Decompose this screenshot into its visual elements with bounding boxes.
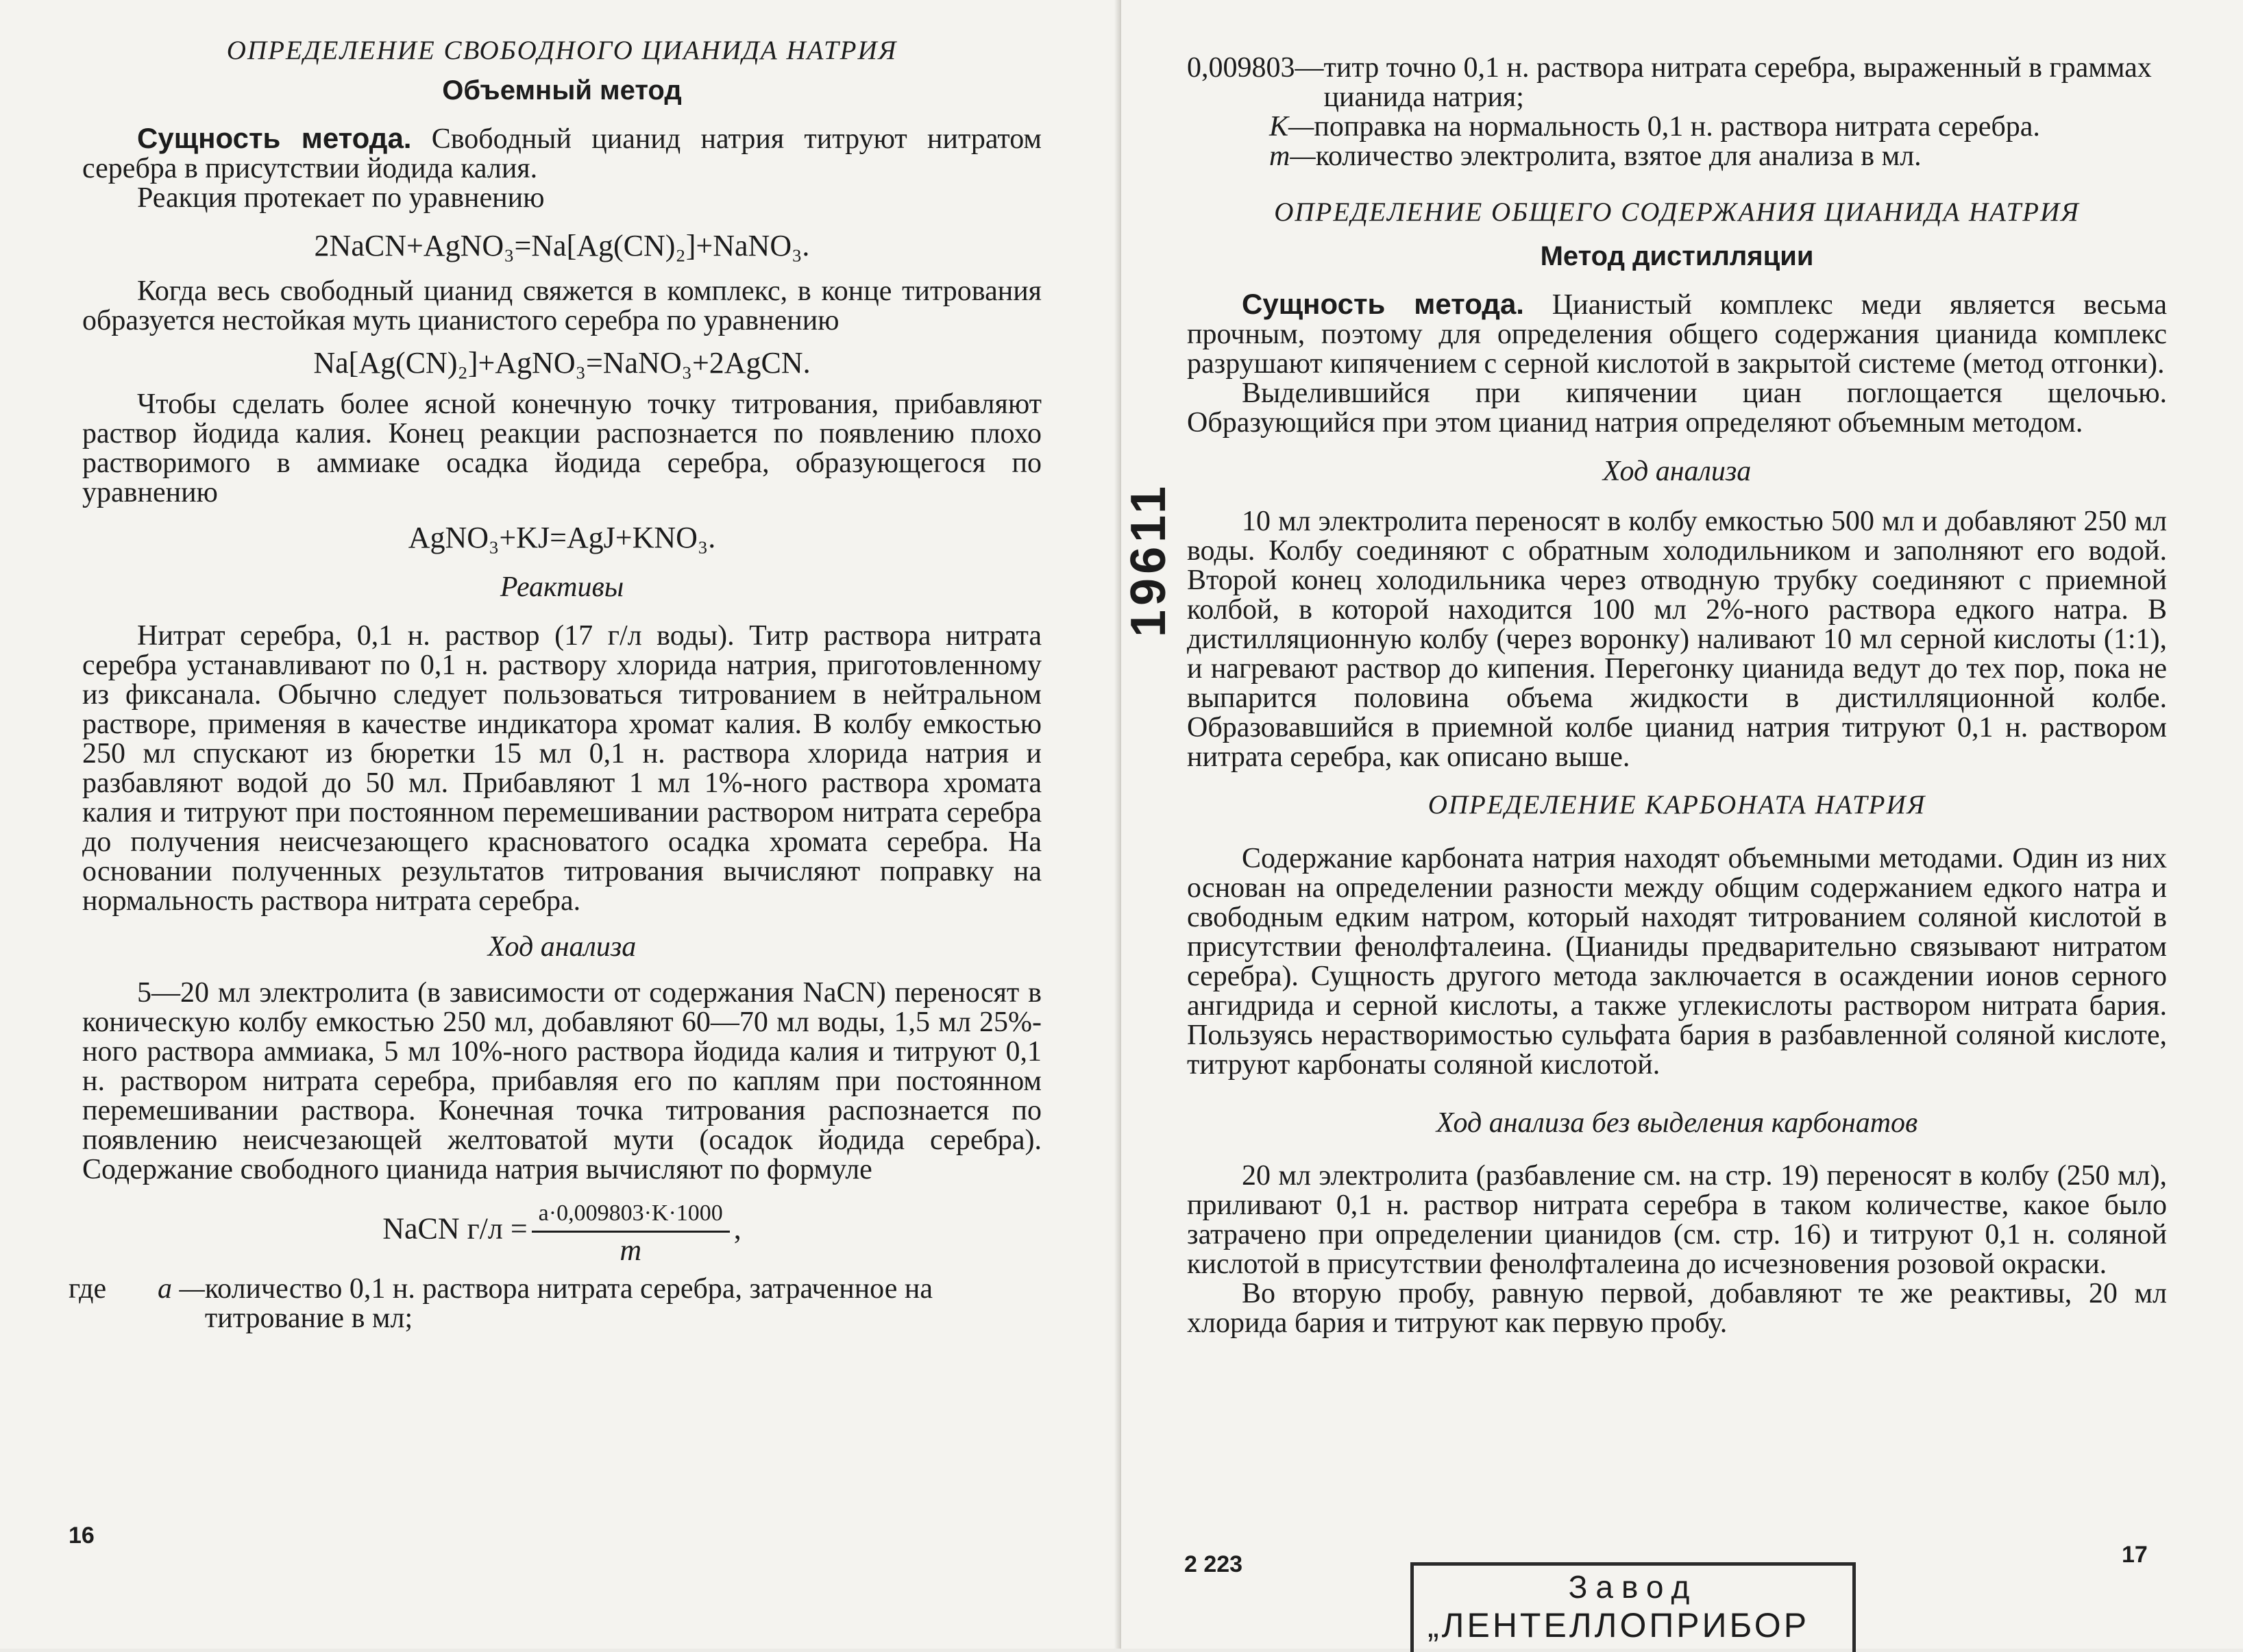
right-page-column	[1187, 0, 2167, 1338]
definition-k	[1187, 112, 2167, 142]
definition-a-term: a —	[158, 1273, 205, 1305]
printer-signature: 2 223	[1184, 1551, 1243, 1577]
equation-3: AgNO₃+KJ=AgJ+KNO₃.	[408, 521, 716, 554]
definition-a-text: количество 0,1 н. раствора нитрата серебра, затраченное на титрование в мл;	[204, 1273, 933, 1334]
formula-comma: ,	[733, 1211, 741, 1246]
course-heading: Ход анализа	[487, 931, 637, 963]
definition-k-term: K—	[1269, 111, 1314, 143]
second-sample-paragraph: Во вторую пробу, равную первой, добавляют те же реактивы, 20 мл хлорида бария и титруют как первую пробу.	[1187, 1278, 2167, 1339]
essence-lead: Сущность метода.	[137, 122, 412, 154]
definition-m-text: количество электролита, взятое для анализа в мл.	[1315, 140, 1922, 172]
handwritten-margin-mark: 19611	[1121, 482, 1176, 637]
factory-stamp	[1410, 1562, 1856, 1652]
where-word: где	[69, 1273, 107, 1305]
essence2-paragraph	[1187, 289, 2167, 379]
formula-block	[82, 1198, 1042, 1265]
section-title-carbonate: ОПРЕДЕЛЕНИЕ КАРБОНАТА НАТРИЯ	[1427, 790, 1926, 819]
course2-paragraph: 10 мл электролита переносят в колбу емкостью 500 мл и добавляют 250 мл воды. Колбу соединяют с обратным холодильником и заполняют его водой. Второй конец холодильника через отводную трубку соединяют с приемной колбой, в которой находится 100 мл 2%-ного раствора едкого натра. В дистилляционную колбу (через воронку) наливают 10 мл серной кислоты (1:1), и нагревают раствор до кипения. Перегонку цианида ведут до тех пор, пока не выпарится половина объема жидкости в дистилляционной колбе. Образовавшийся в приемной колбе цианид натрия титруют 0,1 н. раствором нитрата серебра, как описано выше.	[1187, 506, 2167, 773]
essence2-text: Цианистый комплекс меди является весьма прочным, поэтому для определения общего содержания цианида комплекс разрушают кипячением с серной кислотой в закрытой системе (метод отгонки).	[1187, 289, 2167, 380]
left-page	[0, 0, 1121, 1649]
equation-1: 2NaCN+AgNO₃=Na[Ag(CN)₂]+NaNO₃.	[314, 229, 810, 262]
right-page	[1121, 0, 2243, 1649]
definition-m-term: m—	[1269, 140, 1316, 172]
course3-heading: Ход анализа без выделения карбонатов	[1436, 1107, 1918, 1139]
definition-titr	[1187, 53, 2167, 112]
reagents-heading: Реактивы	[500, 571, 624, 603]
method-subtitle: Объемный метод	[442, 75, 682, 106]
reaction-intro: Реакция протекает по уравнению	[137, 182, 545, 214]
paragraph-endpoint: Чтобы сделать более ясной конечную точку титрования, прибавляют раствор йодида калия. Конец реакции распознается по появлению плохо растворимого в аммиаке осадка йодида серебра, образующегося по уравнению	[82, 389, 1042, 508]
formula-left: NaCN г/л =	[382, 1211, 528, 1246]
definition-k-text: поправка на нормальность 0,1 н. раствора нитрата серебра.	[1314, 111, 2040, 143]
absorption-paragraph: Выделившийся при кипячении циан поглощается щелочью. Образующийся при этом цианид натрия определяют объемным методом.	[1187, 378, 2167, 439]
definition-titr-text: титр точно 0,1 н. раствора нитрата серебра, выраженный в граммах цианида натрия;	[1323, 52, 2152, 113]
definition-a	[69, 1274, 1042, 1333]
formula-denominator: m	[620, 1233, 642, 1267]
stamp-line-2: „ЛЕНТЕЛЛОПРИБОР	[1427, 1606, 1810, 1644]
paragraph-complex: Когда весь свободный цианид свяжется в комплекс, в конце титрования образуется нестойкая муть цианистого серебра по уравнению	[82, 275, 1042, 336]
stamp-line-1: Завод	[1568, 1569, 1698, 1605]
course2-heading: Ход анализа	[1602, 456, 1752, 487]
page-number-right: 17	[2122, 1542, 2148, 1568]
left-page-column	[69, 0, 1042, 1334]
section-title-total-cyanide: ОПРЕДЕЛЕНИЕ ОБЩЕГО СОДЕРЖАНИЯ ЦИАНИДА НАТРИЯ	[1274, 197, 2080, 227]
reagents-paragraph: Нитрат серебра, 0,1 н. раствор (17 г/л воды). Титр раствора нитрата серебра устанавливают по 0,1 н. раствору хлорида натрия, приготовленному из фиксанала. Обычно следует пользоваться титрованием в нейтральном растворе, применяя в качестве индикатора хромат калия. В колбу емкостью 250 мл спускают из бюретки 15 мл 0,1 н. раствора хлорида натрия и разбавляют водой до 50 мл. Прибавляют 1 мл 1%-ного раствора хромата калия и титруют при постоянном перемешивании раствором нитрата серебра до получения неисчезающего красноватого осадка хромата серебра. На основании полученных результатов титрования вычисляют поправку на нормальность раствора нитрата серебра.	[82, 620, 1042, 917]
essence2-lead: Сущность метода.	[1242, 288, 1524, 320]
definition-titr-term: 0,009803—	[1187, 52, 1324, 84]
course-paragraph: 5—20 мл электролита (в зависимости от содержания NaCN) переносят в коническую колбу емкостью 250 мл, добавляют 60—70 мл воды, 1,5 мл 25%-ного раствора аммиака, 5 мл 10%-ного раствора йодида калия и титруют 0,1 н. раствором нитрата серебра, прибавляя его по каплям при постоянном перемешивании раствора. Конечная точка титрования распознается по появлению неисчезающей желтоватой мути (осадок йодида серебра). Содержание свободного цианида натрия вычисляют по формуле	[82, 977, 1042, 1185]
essence-text: Свободный цианид натрия титруют нитратом серебра в присутствии йодида калия.	[82, 123, 1042, 184]
carbonate-paragraph: Содержание карбоната натрия находят объемными методами. Один из них основан на определении разности между общим содержанием едкого натра и свободным едким натром, который находят титрованием соляной кислотой в присутствии фенолфталеина. (Цианиды предварительно связывают нитратом серебра). Сущность другого метода заключается в осаждении ионов серного ангидрида и серной кислоты, а также углекислоты раствором нитрата бария. Пользуясь нерастворимостью сульфата бария в разбавленной соляной кислоте, титруют карбонаты соляной кислотой.	[1187, 843, 2167, 1081]
essence-paragraph	[82, 123, 1042, 184]
course3-paragraph: 20 мл электролита (разбавление см. на стр. 19) переносят в колбу (250 мл), приливают 0,1 н. раствор нитрата серебра в таком количестве, какое было затрачено при определении цианидов (см. стр. 16) и титруют 0,1 н. соляной кислотой в присутствии фенолфталеина до исчезновения розовой окраски.	[1187, 1160, 2167, 1280]
formula-numerator: a·0,009803·K·1000	[532, 1198, 730, 1233]
distillation-subtitle: Метод дистилляции	[1540, 241, 1814, 271]
definition-m	[1187, 142, 2167, 171]
page-number-left: 16	[69, 1522, 95, 1549]
section-title-free-cyanide: ОПРЕДЕЛЕНИЕ СВОБОДНОГО ЦИАНИДА НАТРИЯ	[226, 36, 898, 65]
equation-2: Na[Ag(CN)₂]+AgNO₃=NaNO₃+2AgCN.	[313, 346, 811, 380]
formula-fraction	[532, 1198, 730, 1265]
